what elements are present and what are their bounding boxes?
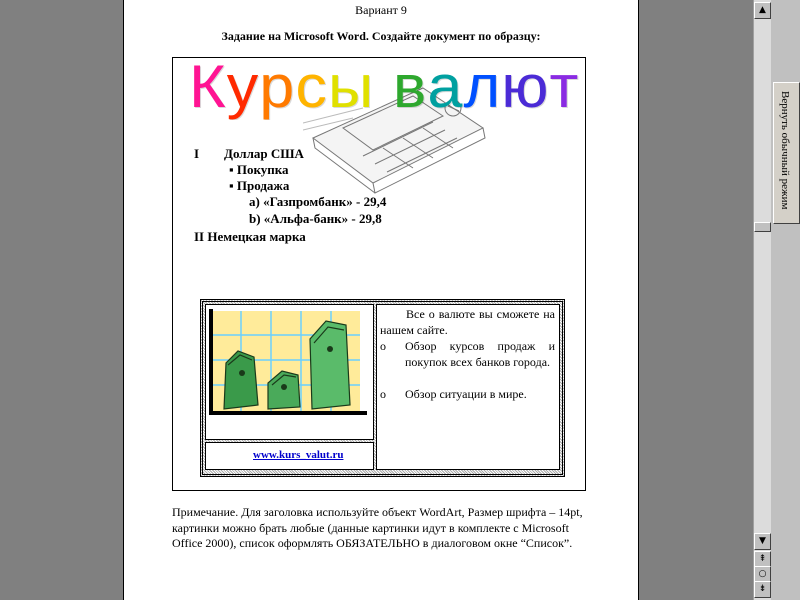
- task-title: Задание на Microsoft Word. Создайте документ по образцу:: [221, 29, 541, 43]
- wordart-letter: р: [259, 53, 296, 120]
- return-normal-view-label: Вернуть обычный режим: [779, 91, 791, 210]
- wordart-letter: в: [392, 53, 428, 120]
- wordart-letter: ы: [327, 53, 375, 120]
- outline-sub-buy: ▪ Покупка: [229, 162, 289, 177]
- info-table: [200, 299, 565, 477]
- wordart-letter: л: [463, 53, 502, 120]
- info-bullet-rates: Обзор курсов продаж и покупок всех банков города.: [405, 339, 555, 369]
- previous-page-icon[interactable]: ⇞: [754, 551, 771, 568]
- info-bullet-world: Обзор ситуации в мире.: [405, 387, 527, 401]
- wordart-letter: у: [226, 53, 260, 120]
- document-page: [123, 0, 639, 600]
- variant-label: Вариант 9: [355, 3, 407, 17]
- scroll-down-icon[interactable]: ▼: [754, 533, 771, 550]
- wordart-letter: ю: [501, 53, 550, 120]
- outline-item-1-label: Доллар США: [224, 146, 304, 161]
- link-cell: [205, 442, 374, 470]
- outline-item-2-number: II: [194, 229, 205, 244]
- vertical-scrollbar[interactable]: [753, 0, 771, 600]
- chart-clipart-cell: [205, 304, 374, 440]
- outline-sub-alfabank: b) «Альфа-банк» - 29,8: [249, 211, 382, 226]
- outline-sub-sell: ▪ Продажа: [229, 178, 290, 193]
- scroll-up-icon[interactable]: ▲: [754, 2, 771, 19]
- bar-chart-clipart: [206, 305, 373, 439]
- return-normal-view-button[interactable]: [773, 82, 800, 224]
- outline-item-2-label: Немецкая марка: [207, 229, 306, 244]
- scroll-thumb[interactable]: [754, 222, 771, 232]
- info-intro: Все о валюте вы сможете на нашем сайте.: [380, 307, 555, 337]
- next-page-icon[interactable]: ⇟: [754, 581, 771, 598]
- wordart-letter: а: [427, 53, 464, 120]
- outline-item-2: [194, 229, 306, 245]
- wordart-letter: с: [295, 53, 328, 120]
- site-link[interactable]: www.kurs_valut.ru: [253, 449, 344, 461]
- note-text: Примечание. Для заголовка используйте объект WordArt, Размер шрифта – 14pt, картинки можно брать любые (данные картинки идут в комплекте с Microsoft Office 2000), список оформлять ОБЯЗАТЕЛЬНО в диалоговом окне “Список”.: [172, 505, 583, 550]
- link-wrapper: [253, 445, 343, 463]
- outline-sub-gazprombank: a) «Газпромбанк» - 29,4: [249, 194, 387, 209]
- outline-item-1: [194, 146, 304, 162]
- sample-frame: [172, 53, 586, 491]
- wordart-letter: т: [549, 53, 580, 120]
- bullet-marker-2: o: [380, 387, 386, 401]
- outline-item-1-number: I: [194, 146, 200, 161]
- select-browse-object-icon[interactable]: ○: [754, 566, 771, 583]
- bullet-marker-1: o: [380, 339, 386, 353]
- wordart-letter: К: [189, 53, 227, 120]
- wordart-title: [189, 52, 579, 121]
- wordart-letter: [374, 52, 393, 121]
- info-text-cell: [376, 304, 560, 470]
